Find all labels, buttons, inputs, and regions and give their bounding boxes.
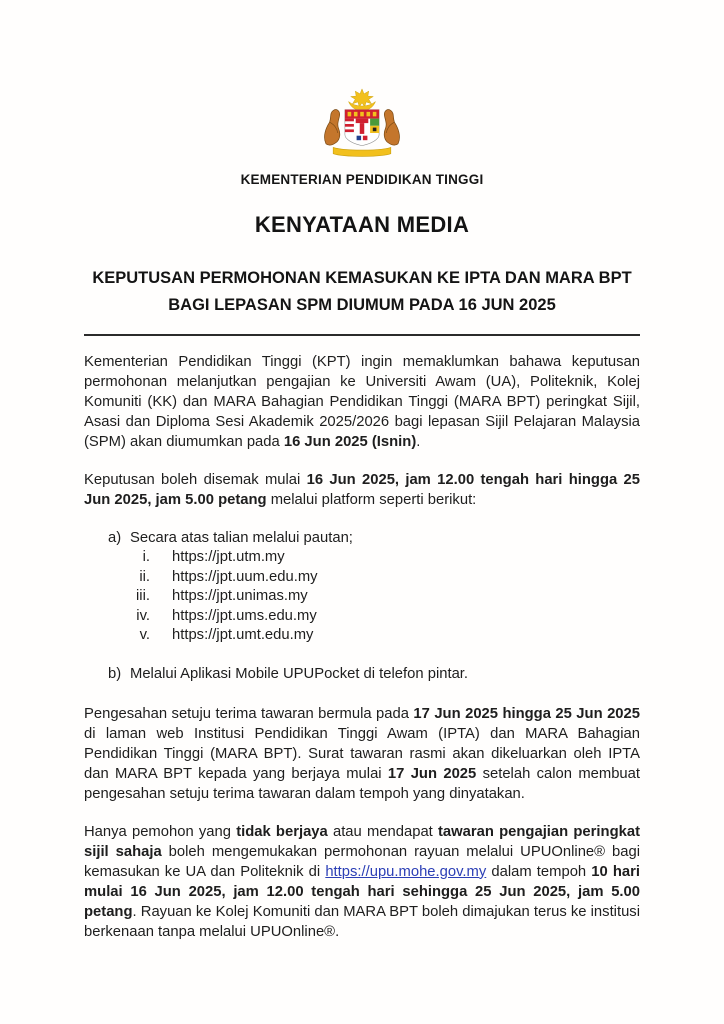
list-item-a-text: Secara atas talian melalui pautan; — [130, 530, 353, 546]
document-title: KENYATAAN MEDIA — [254, 212, 470, 237]
hyperlink[interactable]: https://upu.mohe.gov.my — [325, 863, 487, 880]
text-run: dalam tempoh — [486, 863, 592, 880]
portal-url-text: https://jpt.unimas.my — [172, 588, 308, 604]
paragraph-announcement — [84, 352, 640, 452]
bold-text-run: 10 hari mulai 16 Jun 2025, jam 12.00 tengah hari sehingga 25 Jun 2025, jam 5.00 petang — [84, 863, 640, 920]
bold-text-run: tidak berjaya — [236, 823, 328, 840]
text-run: di laman web Institusi Pendidikan Tinggi Awam (IPTA) dan MARA Bahagian Pendidikan Tinggi (MARA BPT). Surat tawaran rasmi akan dikeluarkan oleh IPTA dan MARA BPT kepada yang berjaya mulai — [84, 725, 640, 782]
roman-numeral-marker: i. — [142, 549, 150, 565]
url-list-item — [84, 568, 640, 588]
list-marker-a: a) — [108, 530, 122, 546]
malaysia-coat-of-arms-icon — [317, 88, 407, 160]
text-run: Kementerian Pendidikan Tinggi (KPT) ingin memaklumkan bahawa keputusan permohonan melanjutkan pengajian ke Universiti Awam (UA), Politeknik, Kolej Komuniti (KK) dan MARA Bahagian Pendidikan Tinggi (MARA BPT) peringkat Sijil, Asasi dan Diploma Sesi Akademik 2025/2026 bagi lepasan Sijil Pelajaran Malaysia (SPM) akan diumumkan pada — [84, 354, 640, 450]
divider-rule — [84, 334, 640, 336]
portal-url-text: https://jpt.utm.my — [172, 549, 285, 565]
paragraph-check-period — [84, 470, 640, 510]
url-list-item — [84, 607, 640, 627]
headline: KEPUTUSAN PERMOHONAN KEMASUKAN KE IPTA DAN MARA BPT BAGI LEPASAN SPM DIUMUM PADA 16 JUN 2025 — [92, 269, 632, 314]
portal-url-text: https://jpt.ums.edu.my — [172, 607, 317, 624]
bold-text-run: 16 Jun 2025 (Isnin) — [283, 434, 417, 450]
portal-url-list — [84, 548, 640, 646]
list-marker-b: b) — [108, 665, 122, 682]
bold-text-run: 16 Jun 2025, jam 12.00 tengah hari hingga 25 Jun 2025, jam 5.00 petang — [84, 472, 640, 508]
text-run: . — [416, 434, 421, 450]
text-run: . Rayuan ke Kolej Komuniti dan MARA BPT boleh dimajukan terus ke institusi berkenaan tanpa melalui UPUOnline®. — [84, 903, 640, 940]
ministry-name: KEMENTERIAN PENDIDIKAN TINGGI — [240, 172, 484, 187]
text-run: Hanya pemohon yang — [84, 823, 237, 840]
list-item-a — [84, 528, 640, 548]
list-item-b-text: Melalui Aplikasi Mobile UPUPocket di telefon pintar. — [130, 665, 469, 682]
bold-text-run: 17 Jun 2025 — [387, 765, 477, 782]
url-list-item — [84, 626, 640, 646]
roman-numeral-marker: iii. — [136, 588, 150, 604]
roman-numeral-marker: iv. — [136, 607, 150, 624]
text-run: Keputusan boleh disemak mulai — [84, 472, 307, 488]
text-run: melalui platform seperti berikut: — [266, 492, 477, 508]
text-run: atau mendapat — [327, 823, 438, 840]
text-run: Pengesahan setuju terima tawaran bermula pada — [84, 705, 414, 722]
bold-text-run: tawaran pengajian peringkat sijil sahaja — [84, 823, 640, 860]
paragraph-acceptance — [84, 704, 640, 804]
portal-url-text: https://jpt.umt.edu.my — [172, 627, 314, 643]
masthead — [84, 88, 640, 187]
paragraph-appeal — [84, 822, 640, 942]
text-run: boleh mengemukakan permohonan rayuan melalui UPUOnline® bagi kemasukan ke UA dan Politeknik di — [84, 843, 640, 880]
url-list-item — [84, 548, 640, 568]
url-list-item — [84, 587, 640, 607]
text-run: setelah calon membuat pengesahan setuju terima tawaran dalam tempoh yang dinyatakan. — [84, 765, 641, 802]
roman-numeral-marker: v. — [139, 627, 150, 643]
list-item-b — [84, 664, 640, 684]
bold-text-run: 17 Jun 2025 hingga 25 Jun 2025 — [413, 705, 640, 722]
roman-numeral-marker: ii. — [139, 568, 150, 585]
portal-url-text: https://jpt.uum.edu.my — [172, 568, 318, 585]
body-copy — [84, 352, 640, 942]
